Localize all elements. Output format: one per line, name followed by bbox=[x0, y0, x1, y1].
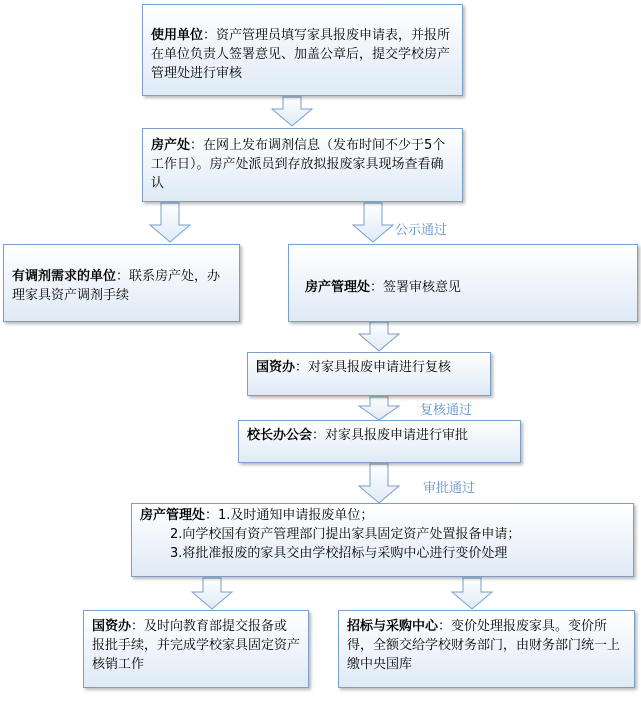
arrow-down-1 bbox=[272, 97, 312, 126]
step-sale-title: 招标与采购中心 bbox=[347, 619, 439, 634]
step-publish-text: ：在网上发布调剂信息（发布时间不少于5个工作日）。房产处派员到存放拟报废家具现场查看确认 bbox=[151, 138, 446, 191]
label-review-pass: 复核通过 bbox=[420, 403, 473, 418]
step-apply-text: ：资产管理员填写家具报废申请表，并报所在单位负责人签署意见、加盖公章后，提交学校房产管理处进行审核 bbox=[151, 28, 451, 81]
arrow-down-3 bbox=[359, 322, 399, 351]
step-apply-title: 使用单位 bbox=[151, 28, 204, 43]
step-handle-item: 3.将批准报废的家具交由学校招标与采购中心进行变价处理 bbox=[170, 546, 508, 561]
step-handle-item: 2.向学校国有资产管理部门提出家具固定资产处置报备申请； bbox=[170, 527, 521, 542]
arrow-down-4 bbox=[359, 397, 399, 420]
arrow-down-5 bbox=[359, 464, 399, 503]
step-handle bbox=[131, 503, 634, 577]
arrow-down-left bbox=[150, 203, 190, 242]
step-allocate bbox=[3, 244, 240, 322]
step-allocate-text: ：联系房产处，办理家具资产调剂手续 bbox=[12, 269, 221, 303]
step-writeoff-text: ：及时向教育部提交报备或报批手续，并完成学校家具固定资产核销工作 bbox=[92, 619, 301, 672]
step-approve-title: 校长办公会 bbox=[247, 428, 313, 443]
step-sale-text: ：变价处理报废家具。变价所得，全额交给学校财务部门，由财务部门统一上缴中央国库 bbox=[347, 619, 621, 672]
step-recheck-title: 国资办 bbox=[256, 360, 296, 375]
step-sale bbox=[338, 610, 635, 688]
step-writeoff-title: 国资办 bbox=[92, 619, 132, 634]
label-public-pass: 公示通过 bbox=[395, 223, 448, 238]
step-approve bbox=[238, 420, 521, 463]
arrow-down-right bbox=[353, 203, 393, 242]
step-recheck-text: ：对家具报废申请进行复核 bbox=[295, 360, 452, 375]
label-approve-pass: 审批通过 bbox=[423, 481, 476, 496]
step-sign-title: 房产管理处 bbox=[305, 280, 371, 295]
step-handle-title: 房产管理处 bbox=[140, 508, 206, 523]
step-publish-title: 房产处 bbox=[151, 138, 191, 153]
step-sign bbox=[288, 244, 638, 322]
step-writeoff bbox=[83, 610, 309, 688]
step-allocate-title: 有调剂需求的单位 bbox=[12, 269, 117, 284]
step-publish bbox=[142, 128, 463, 202]
step-sign-text: ：签署审核意见 bbox=[370, 280, 462, 295]
step-handle-item: ：1.及时通知申请报废单位； bbox=[205, 508, 374, 523]
arrow-down-br bbox=[452, 578, 492, 609]
step-recheck bbox=[247, 352, 491, 396]
arrow-down-bl bbox=[192, 578, 232, 609]
step-approve-text: ：对家具报废申请进行审批 bbox=[312, 428, 469, 443]
step-apply bbox=[142, 4, 463, 96]
